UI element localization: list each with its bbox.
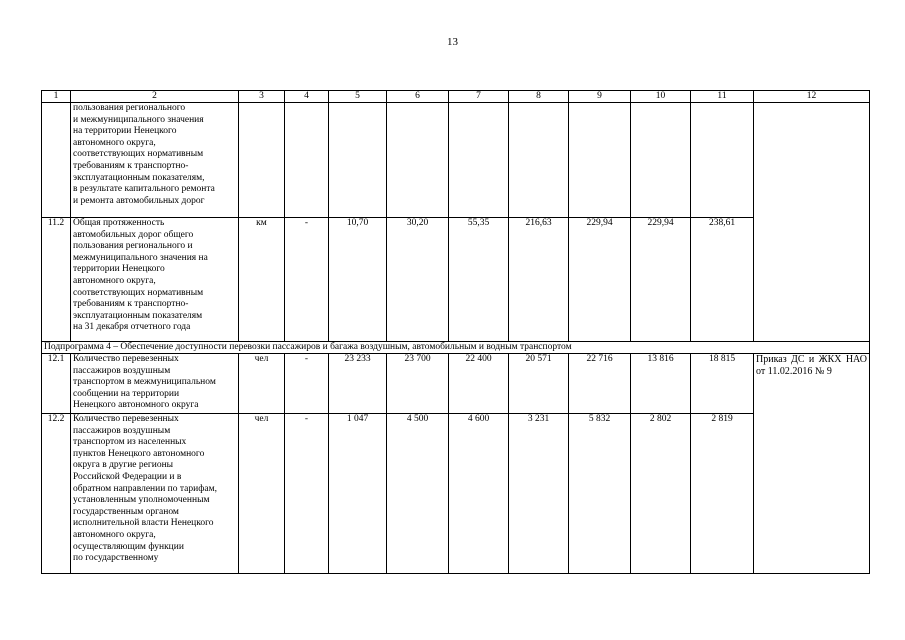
value-cell: 13 816	[631, 354, 691, 414]
value-cell: 23 233	[329, 354, 387, 414]
indicators-table	[41, 90, 870, 574]
value-cell: 3 231	[509, 414, 569, 574]
value-cell: 22 400	[449, 354, 509, 414]
column-header: 10	[631, 91, 691, 103]
value-cell: 5 832	[569, 414, 631, 574]
value-cell: 229,94	[631, 218, 691, 342]
value-cell: 18 815	[691, 354, 754, 414]
column-header: 11	[691, 91, 754, 103]
value-cell: 2 819	[691, 414, 754, 574]
value-cell: 20 571	[509, 354, 569, 414]
column-header: 12	[754, 91, 870, 103]
value-cell: 23 700	[387, 354, 449, 414]
value-cell: 4 600	[449, 414, 509, 574]
column-header: 8	[509, 91, 569, 103]
indicator-description: Количество перевезенных пассажиров воздушным транспортом в межмуниципальном сообщении на территории Ненецкого автономного округа	[71, 354, 239, 414]
unit-cell: чел	[239, 354, 285, 414]
value-cell: -	[285, 354, 329, 414]
unit-cell: чел	[239, 414, 285, 574]
column-header: 3	[239, 91, 285, 103]
value-cell: 22 716	[569, 354, 631, 414]
indicator-description: пользования регионального и межмуниципального значения на территории Ненецкого автономного округа, соответствующих нормативным требованиям к транспортно- эксплуатационным показателям, в результате капитального ремонта и ремонта автомобильных дорог	[71, 103, 239, 218]
row-number: 12.2	[42, 414, 71, 574]
value-cell: 4 500	[387, 414, 449, 574]
unit-cell: км	[239, 218, 285, 342]
column-header-row	[42, 91, 870, 103]
page-number: 13	[447, 36, 458, 48]
value-cell: -	[285, 414, 329, 574]
indicator-description: Количество перевезенных пассажиров воздушным транспортом из населенных пунктов Ненецкого автономного округа в другие регионы Российской Федерации и в обратном направлении по тарифам, установленным уполномоченным государственным органом исполнительной власти Ненецкого автономного округа, осуществляющим функции по государственному	[71, 414, 239, 574]
value-cell: 216,63	[509, 218, 569, 342]
column-header: 1	[42, 91, 71, 103]
table-row	[42, 218, 870, 342]
subprogram-title: Подпрограмма 4 – Обеспечение доступности перевозки пассажиров и багажа воздушным, автомобильным и водным транспортом	[42, 342, 870, 354]
value-cell: 1 047	[329, 414, 387, 574]
row-number: 11.2	[42, 218, 71, 342]
value-cell: -	[285, 218, 329, 342]
source-document: Приказ ДС и ЖКХ НАО от 11.02.2016 № 9	[754, 354, 870, 574]
value-cell: 238,61	[691, 218, 754, 342]
value-cell: 10,70	[329, 218, 387, 342]
indicator-description: Общая протяженность автомобильных дорог общего пользования регионального и межмуниципального значения на территории Ненецкого автономного округа, соответствующих нормативным требованиям к транспортно- эксплуатационным показателям на 31 декабря отчетного года	[71, 218, 239, 342]
column-header: 6	[387, 91, 449, 103]
column-header: 4	[285, 91, 329, 103]
value-cell: 229,94	[569, 218, 631, 342]
table-row-continuation	[42, 103, 870, 218]
value-cell: 55,35	[449, 218, 509, 342]
column-header: 2	[71, 91, 239, 103]
row-number: 12.1	[42, 354, 71, 414]
table-row	[42, 414, 870, 574]
table-row	[42, 354, 870, 414]
value-cell: 30,20	[387, 218, 449, 342]
column-header: 7	[449, 91, 509, 103]
value-cell: 2 802	[631, 414, 691, 574]
subprogram-row	[42, 342, 870, 354]
column-header: 5	[329, 91, 387, 103]
column-header: 9	[569, 91, 631, 103]
